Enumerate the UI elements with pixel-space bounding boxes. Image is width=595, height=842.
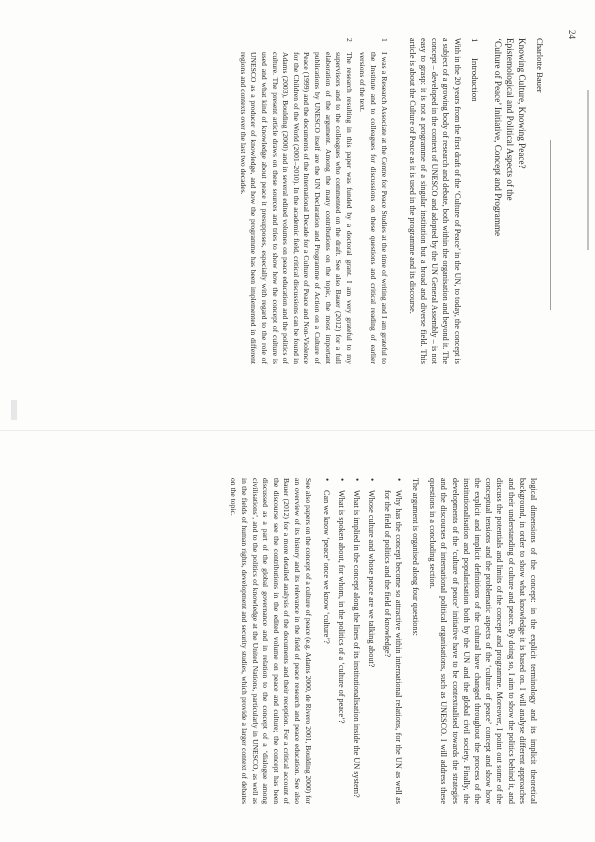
footnote-text: See also papers on the concept of a culture of peace (e.g. Adams 2000, de Rivero 2001, Boulding 2000) for an overview of its history and its relevance in the field of peace research and peace education. See also Bauer (2012) for a more detailed analysis of the documents and their reception. For a critical account of the discourse see the contributions in the edited volume on peace and culture; the concept has been discussed as a part of the global governance and in relation to the concept of a ‘dialogue among civilisations’, and to the politics of knowledge at the United Nations, particularly in UNESCO, as well as in the fields of human rights, development and security studies, which provide a larger context of debates on the topic. [229, 478, 313, 804]
section-heading [469, 38, 480, 364]
author-name: Charlotte Bauer [535, 38, 545, 93]
header-rule [550, 140, 551, 310]
left-column [234, 38, 545, 364]
bullet-icon: • [336, 478, 347, 482]
list-item-text: Why has the concept become so attractive within international relations, for the UN as well as for the field of politics and the field of knowledge? [382, 490, 403, 804]
footnote-mark: 2 [344, 38, 354, 42]
footnote-text: The research resulting in this paper was funded by a doctoral grant. I am very grateful to my supervisors and to the colleagues who commented on the draft. See also Bauer (2012) for a full elaboration of the argument. Among the many contributions on the topic, the most important publications by UNESCO itself are the UN Declaration and Programme of Action on a Culture of Peace (1999) and the documents of the International Decade for a Culture of Peace and Non-Violence for the Children of the World (2001–2010). In the academic field, critical discussions can be found in Adams (2003), Boulding (2000) and in several edited volumes on peace education and the politics of culture. The present article draws on these sources and tries to show how the concept of culture is used and what kind of knowledge about peace it presupposes, especially with regard to the role of UNESCO as a producer of knowledge, and how the programme has been implemented in different regions and contexts over the last two decades. [238, 52, 354, 364]
footnote [237, 38, 354, 364]
section-number: 1 [469, 38, 480, 43]
title-line: ‘Culture of Peace’ Initiative, Concept and Programme [492, 38, 503, 237]
footnote-text: I was a Research Associate at the Centre for Peace Studies at the time of writing and I am grateful to the Institute and to colleagues for discussions on these questions and critical reading of earlier versions of the text. [358, 52, 389, 364]
right-column [222, 478, 539, 804]
footnote-mark: 1 [379, 38, 389, 42]
bullet-icon: • [367, 478, 378, 482]
scan-smudge [11, 400, 17, 420]
scan-mark [587, 90, 589, 250]
list-item [321, 478, 332, 804]
list-item-text: What is implied in the concept along the lines of its institutionalisation inside the UN system? [352, 490, 362, 798]
bullet-icon: • [393, 478, 404, 482]
footnote [357, 38, 389, 364]
article-title [492, 38, 528, 364]
questions-intro: The argument is organised along four questions: [410, 478, 420, 636]
list-item [381, 478, 403, 804]
list-item [366, 478, 377, 804]
list-item-text: Whose culture and whose peace are we talking about? [367, 490, 377, 668]
question-list [321, 478, 404, 804]
gutter-shadow [0, 430, 595, 431]
footnotes [237, 38, 388, 364]
intro-paragraph: With in the 20 years from the first draft of the ‘Culture of Peace’ in the UN, to today, the concept is a subject of a growing body of research and debate, both within the organisation and beyond it. The concept – developed in the context of UNESCO and adopted by the UN General Assembly – is not easy to grasp: it is not a programme of a singular institution but a broad and diverse field. This article is about the Culture of Peace as it is used in the programme and its discourse. [407, 38, 462, 364]
page-number: 24 [567, 30, 577, 39]
list-item [336, 478, 347, 804]
list-item-text: What is spoken about, for whom, in the politics of a ‘culture of peace’? [336, 490, 346, 724]
title-line: Epistemological and Political Aspects of the [504, 38, 515, 201]
list-item-text: Can we know ‘peace’ once we know ‘culture’? [321, 490, 331, 644]
bullet-icon: • [352, 478, 363, 482]
section-title: Introduction [469, 58, 480, 102]
body-paragraph: logical dimensions of the concept: in the explicit terminology and its implicit theoretical background, in order to show what knowledge it is based on. I will analyse different approaches and their understanding of culture and peace. By doing so, I aim to show the politics behind it, and discuss the potentials and limits of the concept and programme. Moreover, I point out some of the conceptual tensions and the problematic aspects of the ‘culture of peace’ concept and show how the explicit and implicit definitions of the cultural have changed throughout the process of the institutionalisation and popularisation both by the UN and the global civil society. Finally, the developments of the ‘culture of peace’ initiative have to be contextualised towards the strategies and the discourses of international political organisations, such as UNESCO. I will address these questions in a concluding section. [428, 478, 538, 804]
title-line: Knowing Culture, Knowing Peace? [516, 38, 527, 169]
bullet-icon: • [321, 478, 332, 482]
list-item [351, 478, 362, 804]
